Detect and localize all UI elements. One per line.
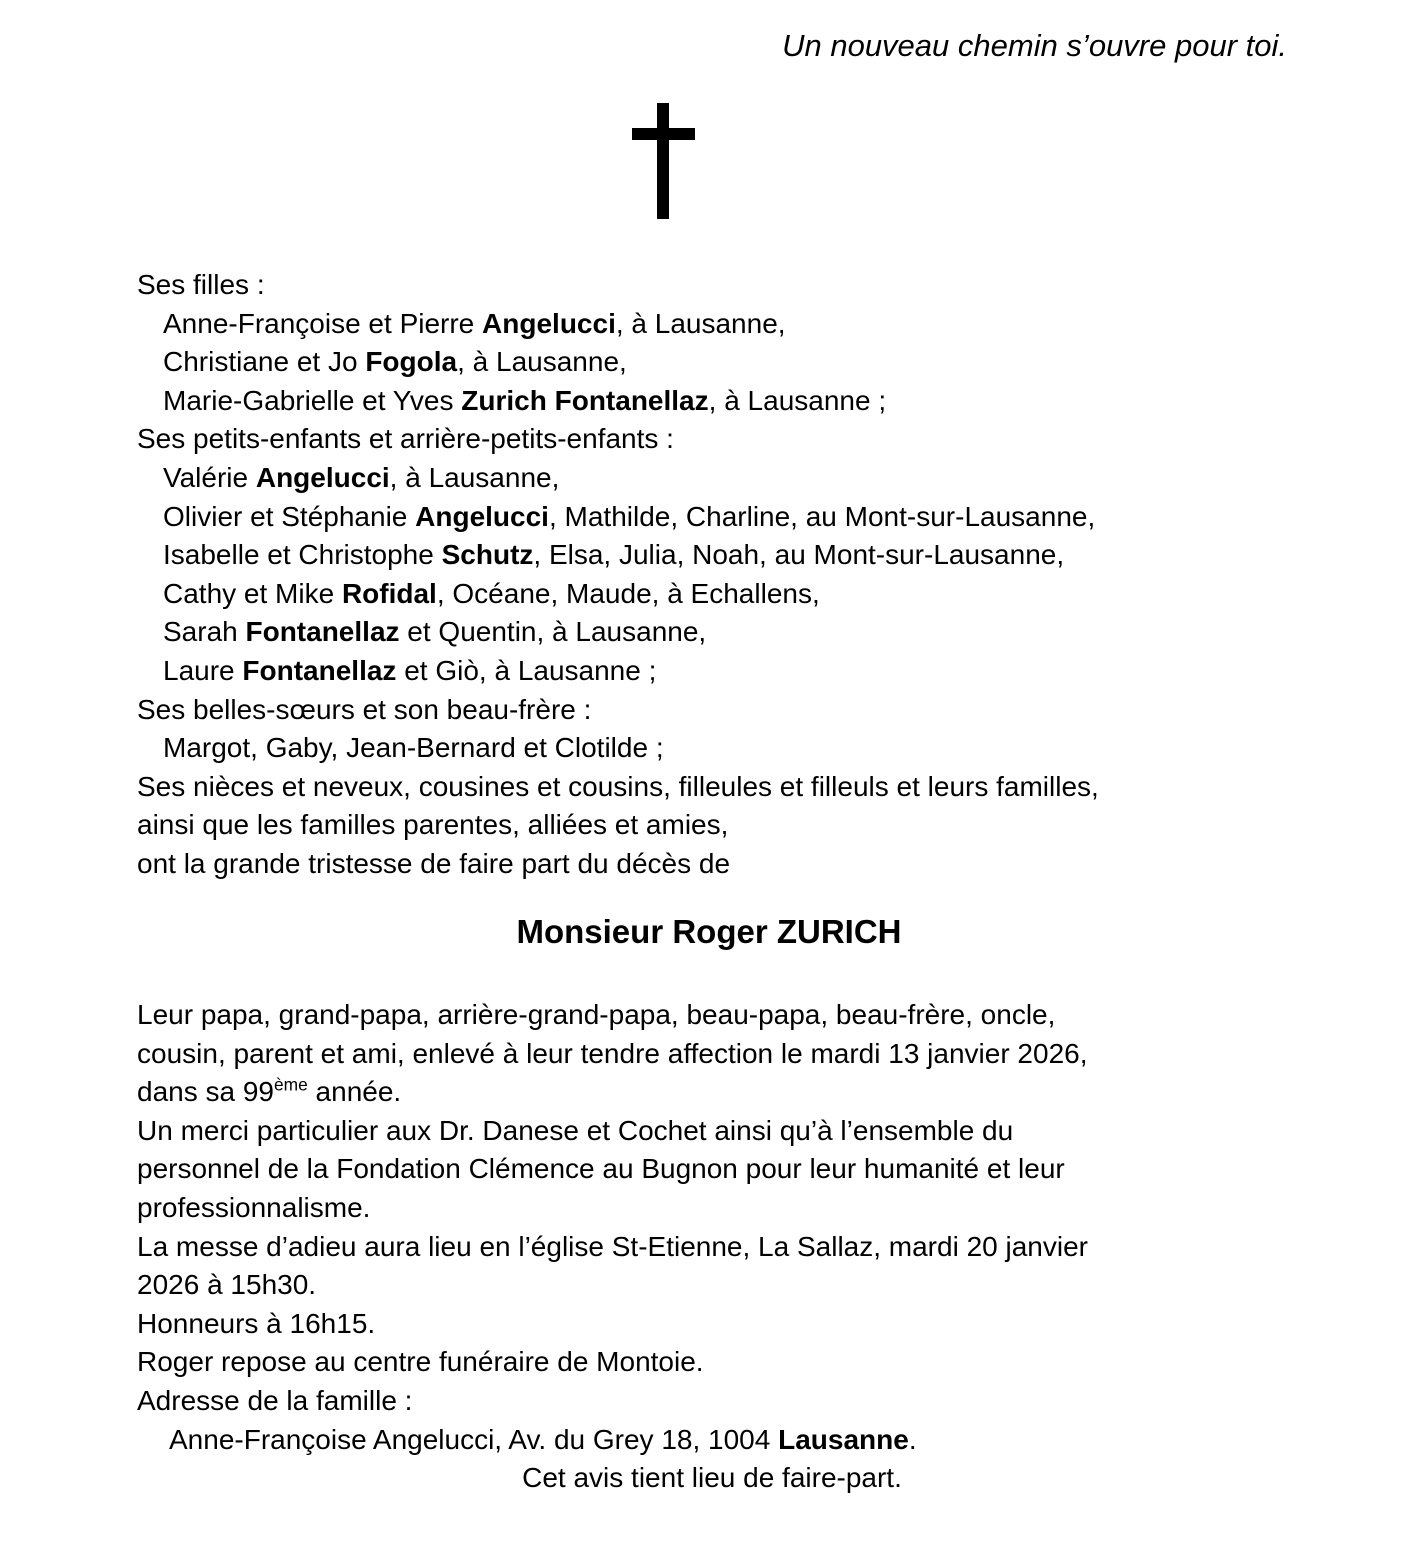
text-segment: Leur papa, grand-papa, arrière-grand-papa, beau-papa, beau-frère, oncle, [137,999,1056,1030]
text-line [137,1343,1287,1382]
text-line [137,343,1287,382]
epigraph-text: Un nouveau chemin s’ouvre pour toi. [782,28,1287,63]
text-segment: Fontanellaz [242,654,397,686]
text-line [137,1112,1287,1151]
text-segment: Anne-Françoise et Pierre [163,307,483,339]
text-segment: Ses filles : [137,269,265,300]
text-segment: . [908,1423,917,1455]
text-segment: Laure [163,654,243,686]
text-line [137,806,1287,845]
text-segment: , Elsa, Julia, Noah, au Mont-sur-Lausanne, [533,539,1065,571]
text-segment: et Quentin, à Lausanne, [399,616,707,648]
text-segment: cousin, parent et ami, enlevé à leur tendre affection le mardi 13 janvier 2026, [137,1037,1088,1069]
family-list [137,266,1287,884]
text-segment: ont la grande tristesse de faire part du décès de [137,847,731,879]
text-segment: professionnalisme. [137,1191,371,1223]
text-segment: Ses nièces et neveux, cousines et cousins, filleules et filleuls et leurs familles, [137,770,1099,802]
text-line [137,459,1287,498]
text-segment: Anne-Françoise Angelucci, Av. du Grey 18, 1004 [169,1423,779,1455]
text-line [137,768,1287,807]
text-segment: Angelucci [255,461,390,493]
text-line [137,1228,1287,1267]
text-line [137,1421,1287,1460]
text-segment: Christiane et Jo [163,346,366,378]
text-segment: Fogola [365,346,458,378]
text-segment: , à Lausanne, [615,307,786,339]
text-line [137,1459,1287,1498]
text-line [137,1266,1287,1305]
text-segment: Roger repose au centre funéraire de Montoie. [137,1346,704,1378]
text-line [137,1382,1287,1421]
text-line [137,498,1287,537]
text-segment: 2026 à 15h30. [137,1269,317,1301]
text-line [137,266,1287,305]
text-segment: Sarah [163,616,246,648]
text-segment: personnel de la Fondation Clémence au Bugnon pour leur humanité et leur [137,1153,1065,1185]
text-line [137,382,1287,421]
text-line [137,845,1287,884]
latin-cross-icon [632,103,695,219]
text-segment: Un merci particulier aux Dr. Danese et Cochet ainsi qu’à l’ensemble du [137,1114,1014,1146]
text-segment: La messe d’adieu aura lieu en l’église St-Etienne, La Sallaz, mardi 20 janvier [137,1230,1088,1262]
text-line [137,691,1287,730]
text-segment: , Océane, Maude, à Echallens, [436,577,820,609]
text-line [137,305,1287,344]
text-segment: Schutz [441,539,534,571]
text-segment: Honneurs à 16h15. [137,1307,376,1339]
text-line [137,1305,1287,1344]
text-line [137,1073,1287,1112]
text-line [137,996,1287,1035]
text-segment: Adresse de la famille : [137,1384,413,1416]
text-segment: Cathy et Mike [163,577,342,609]
funeral-details [137,996,1287,1498]
text-line [137,575,1287,614]
text-segment: et Giò, à Lausanne ; [396,654,657,686]
text-segment: , Mathilde, Charline, au Mont-sur-Lausanne, [548,500,1096,532]
text-segment: , à Lausanne, [457,346,627,378]
text-segment: Margot, Gaby, Jean-Bernard et Clotilde ; [163,732,664,764]
text-segment: Olivier et Stéphanie [163,500,416,532]
text-line [137,1189,1287,1228]
text-segment: année. [307,1076,402,1108]
text-segment: Fontanellaz [245,616,400,648]
text-segment: Zurich Fontanellaz [461,384,709,416]
text-segment: Marie-Gabrielle et Yves [163,384,462,416]
text-segment: dans sa 99 [137,1076,274,1108]
text-segment: Cet avis tient lieu de faire-part. [522,1462,902,1494]
text-line [137,729,1287,768]
text-line [137,536,1287,575]
text-line [137,420,1287,459]
text-segment: Valérie [163,461,256,493]
text-segment: ème [274,1074,308,1095]
deceased-name-title: Monsieur Roger ZURICH [516,913,902,950]
text-line [137,1150,1287,1189]
text-segment: Lausanne [778,1423,909,1455]
text-line [137,1035,1287,1074]
text-segment: ainsi que les familles parentes, alliées et amies, [137,809,729,841]
text-segment: Angelucci [482,307,616,339]
text-line [137,613,1287,652]
text-segment: Ses belles-sœurs et son beau-frère : [137,693,592,725]
text-line [137,652,1287,691]
text-segment: , à Lausanne, [389,461,560,493]
text-segment: Rofidal [341,577,437,609]
text-segment: Ses petits-enfants et arrière-petits-enfants : [137,423,674,455]
text-segment: , à Lausanne ; [708,384,887,416]
text-segment: Isabelle et Christophe [163,539,442,571]
text-segment: Angelucci [415,500,549,532]
